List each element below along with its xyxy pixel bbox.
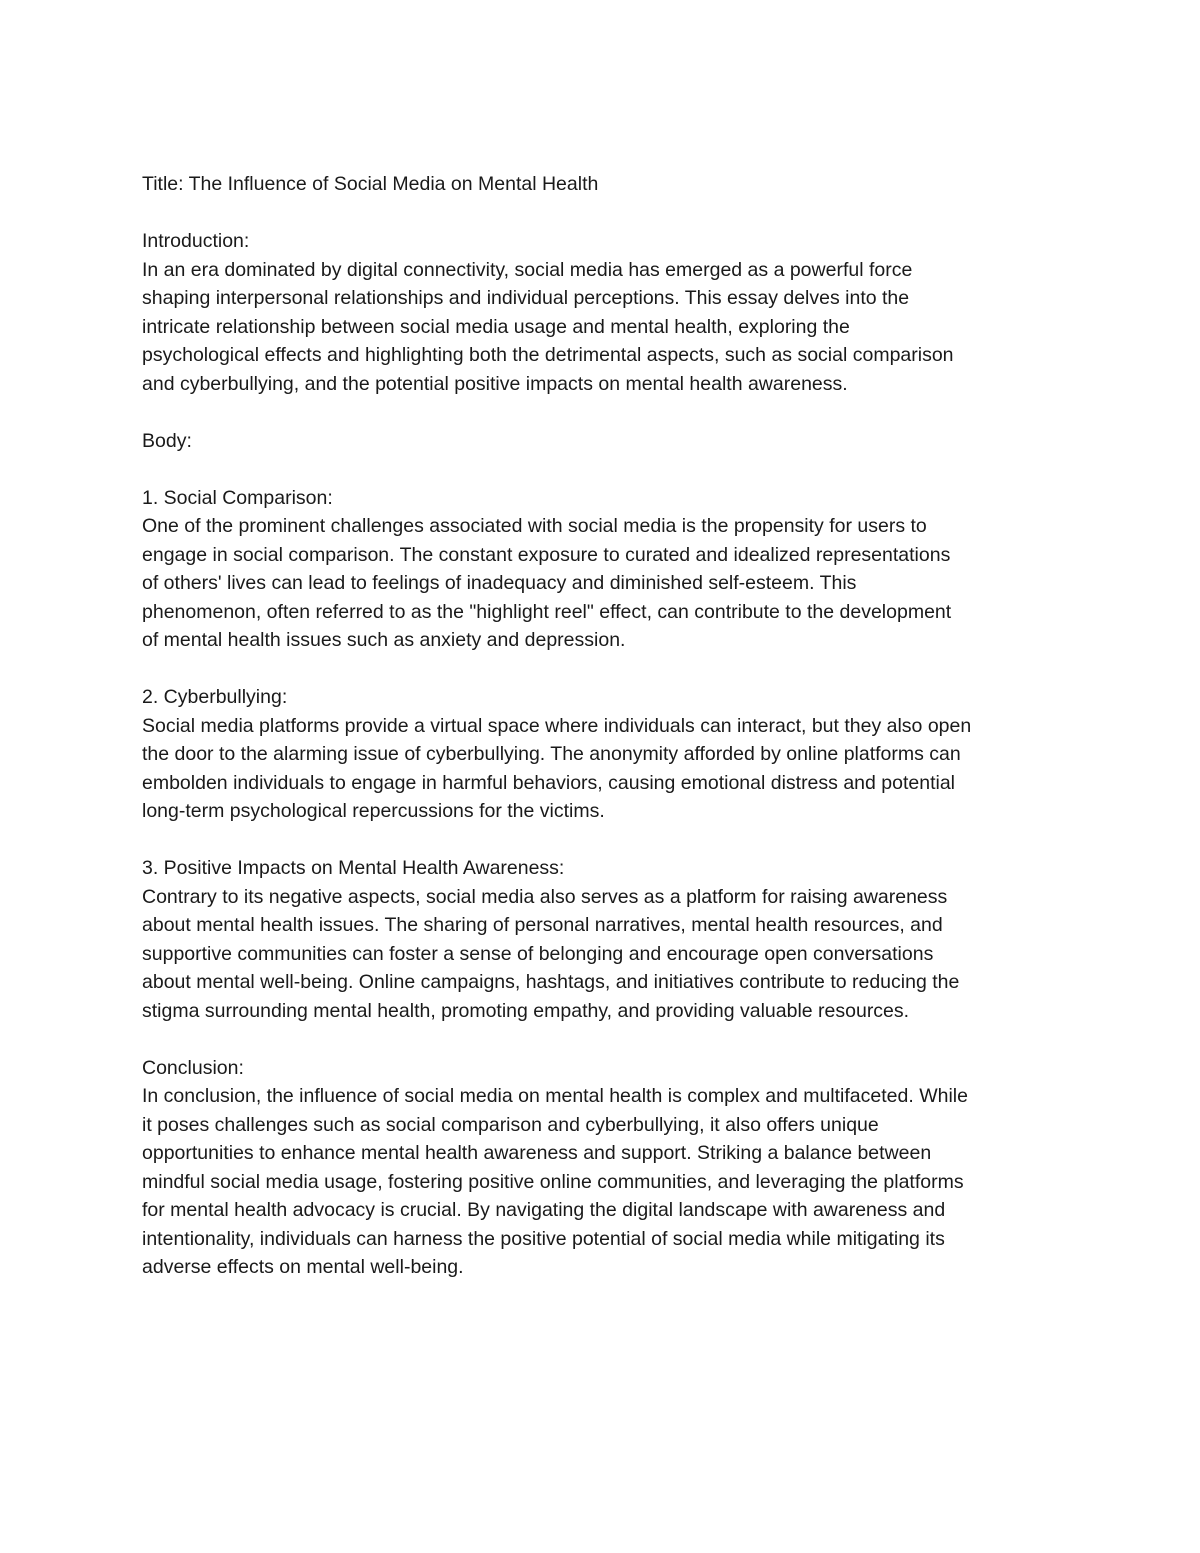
conclusion-line: mindful social media usage, fostering positive online communities, and leveraging the platforms xyxy=(142,1170,964,1193)
conclusion-line: adverse effects on mental well-being. xyxy=(142,1256,464,1278)
section-social-comparison-line: engage in social comparison. The constant exposure to curated and idealized representations xyxy=(142,543,951,566)
section-cyberbullying-line: long-term psychological repercussions for the victims. xyxy=(142,800,605,822)
section-cyberbullying-line: the door to the alarming issue of cyberbullying. The anonymity afforded by online platforms can xyxy=(142,743,961,765)
paragraph-spacer xyxy=(142,398,1072,427)
section-social-comparison-heading: 1. Social Comparison: xyxy=(142,486,333,509)
introduction-line: and cyberbullying, and the potential positive impacts on mental health awareness. xyxy=(142,372,848,395)
paragraph-spacer xyxy=(142,1025,1072,1054)
section-social-comparison-line: One of the prominent challenges associated with social media is the propensity for users to xyxy=(142,515,927,537)
paragraph-spacer xyxy=(142,199,1072,228)
introduction-line: In an era dominated by digital connectivity, social media has emerged as a powerful force xyxy=(142,258,913,281)
section-positive-impacts-line: Contrary to its negative aspects, social media also serves as a platform for raising awareness xyxy=(142,885,948,908)
section-social-comparison-line: phenomenon, often referred to as the "highlight reel" effect, can contribute to the development xyxy=(142,600,952,623)
conclusion-line: for mental health advocacy is crucial. By navigating the digital landscape with awareness and xyxy=(142,1199,946,1221)
section-cyberbullying-line: embolden individuals to engage in harmful behaviors, causing emotional distress and potential xyxy=(142,771,956,794)
introduction-line: psychological effects and highlighting both the detrimental aspects, such as social comparison xyxy=(142,344,954,366)
paragraph-spacer xyxy=(142,826,1072,855)
section-social-comparison-line: of others' lives can lead to feelings of inadequacy and diminished self-esteem. This xyxy=(142,572,857,594)
document-content xyxy=(142,170,1072,1282)
paragraph-spacer xyxy=(142,455,1072,484)
paragraph-spacer xyxy=(142,655,1072,684)
section-cyberbullying-heading: 2. Cyberbullying: xyxy=(142,686,288,708)
introduction-line: shaping interpersonal relationships and individual perceptions. This essay delves into the xyxy=(142,287,910,309)
introduction-line: intricate relationship between social media usage and mental health, exploring the xyxy=(142,315,850,338)
conclusion-heading: Conclusion: xyxy=(142,1056,244,1079)
conclusion-line: In conclusion, the influence of social media on mental health is complex and multifaceted. While xyxy=(142,1085,968,1107)
conclusion-line: it poses challenges such as social comparison and cyberbullying, it also offers unique xyxy=(142,1113,879,1136)
introduction-heading: Introduction: xyxy=(142,230,250,252)
section-positive-impacts-line: stigma surrounding mental health, promoting empathy, and providing valuable resources. xyxy=(142,999,910,1022)
section-positive-impacts-line: about mental health issues. The sharing of personal narratives, mental health resources, and xyxy=(142,914,943,936)
section-positive-impacts-line: supportive communities can foster a sense of belonging and encourage open conversations xyxy=(142,942,934,965)
section-social-comparison-line: of mental health issues such as anxiety and depression. xyxy=(142,629,626,651)
conclusion-line: intentionality, individuals can harness the positive potential of social media while mitigating its xyxy=(142,1227,945,1250)
section-cyberbullying-line: Social media platforms provide a virtual space where individuals can interact, but they also open xyxy=(142,714,972,737)
body-heading: Body: xyxy=(142,429,192,452)
section-positive-impacts-heading: 3. Positive Impacts on Mental Health Awareness: xyxy=(142,857,565,879)
conclusion-line: opportunities to enhance mental health awareness and support. Striking a balance between xyxy=(142,1142,932,1164)
document-title: Title: The Influence of Social Media on Mental Health xyxy=(142,173,599,195)
section-positive-impacts-line: about mental well-being. Online campaigns, hashtags, and initiatives contribute to reducing the xyxy=(142,971,960,993)
